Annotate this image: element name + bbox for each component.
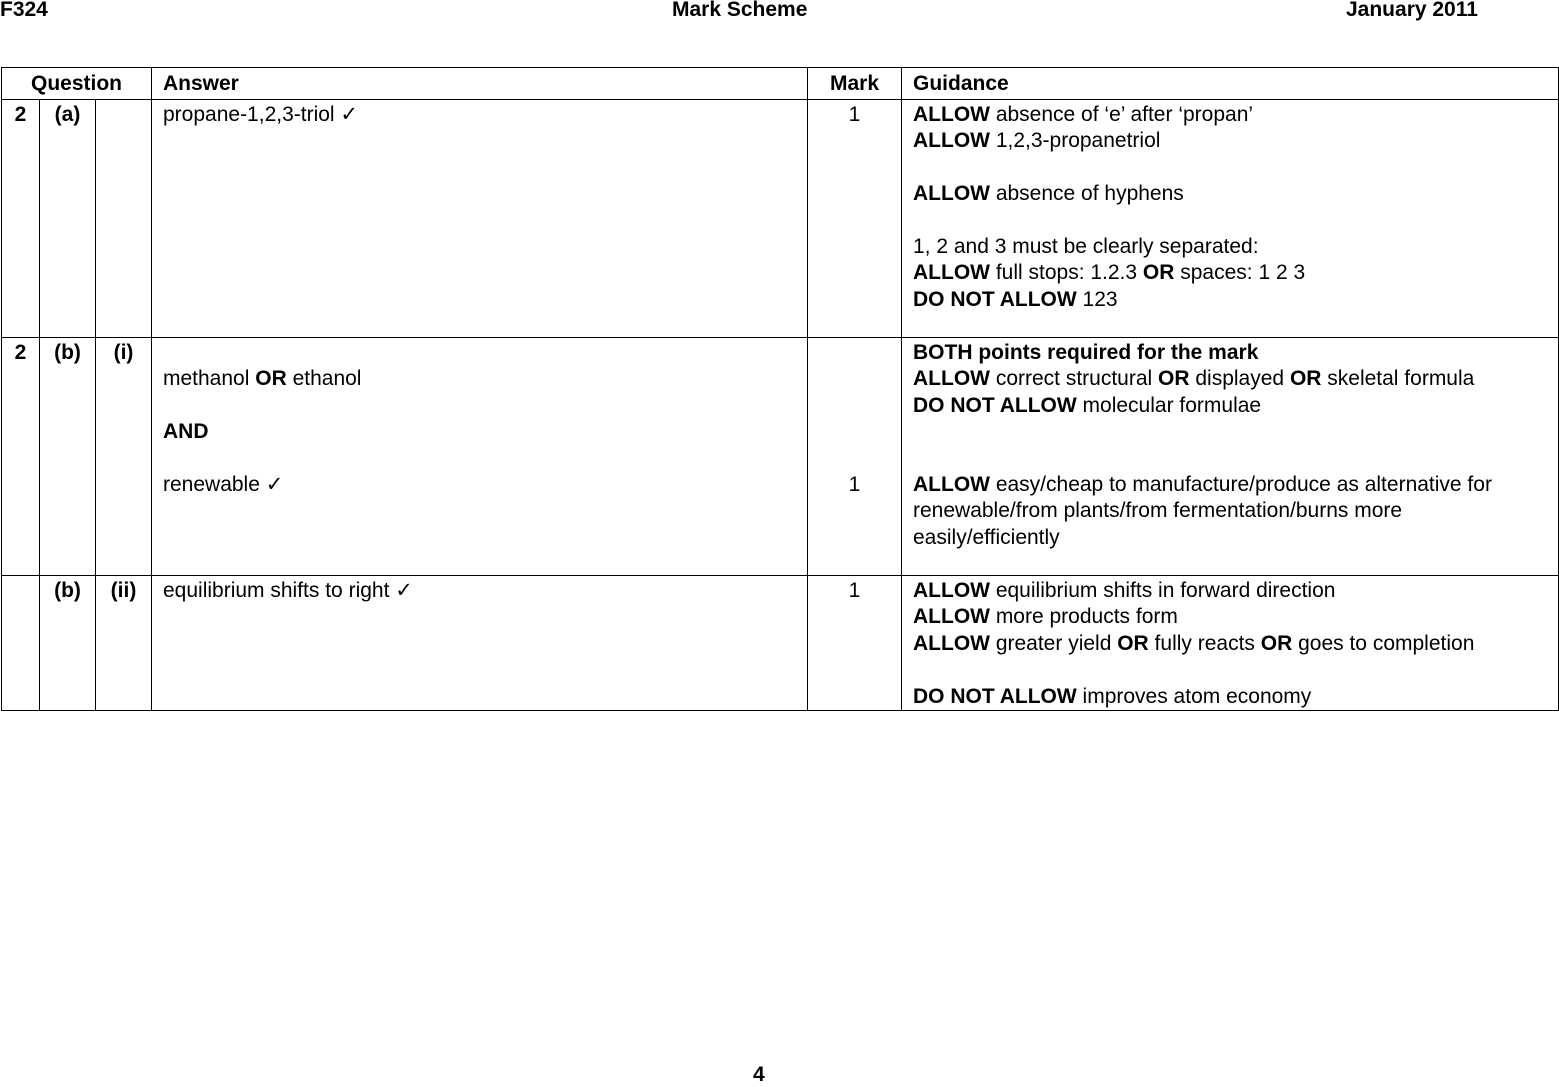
guidance-text: absence of hyphens [989,182,1184,206]
mark-cell [808,338,902,576]
answer-fragment: methanol [163,367,256,391]
answer-text: renewable ✓ [163,472,284,496]
header-guidance: Guidance [902,68,1559,100]
mark-value: 1 [848,472,861,496]
guidance-blank [913,657,1548,683]
guidance-text: displayed [1189,367,1290,391]
guidance-keyword: ALLOW [913,631,990,655]
guidance-line [913,684,1548,710]
guidance-text: greater yield [989,631,1118,655]
mark-blank [808,393,901,419]
guidance-keyword: OR [1260,631,1293,655]
guidance-text: correct structural [989,367,1159,391]
paper-code: F324 [0,0,48,21]
mark-blank [808,419,901,445]
guidance-keyword: ALLOW [913,579,990,602]
guidance-text: fully reacts [1148,631,1261,655]
guidance-keyword: OR [1142,261,1175,285]
answer-fragment: ethanol [286,367,362,391]
answer-keyword: OR [255,367,287,391]
guidance-text: 1, 2 and 3 must be clearly separated: [913,235,1259,258]
guidance-blank [913,155,1548,181]
question-subpart [96,100,152,338]
guidance-text: molecular formulae [1076,393,1262,417]
guidance-text: spaces: 1 2 3 [1174,261,1306,285]
answer-blank [163,446,796,472]
mark-cell: 1 [808,576,902,711]
guidance-text: absence of ‘e’ after ‘propan’ [989,103,1254,126]
guidance-line [913,102,1548,128]
question-part: (a) [40,100,96,338]
question-subpart: (i) [96,338,152,576]
document-title: Mark Scheme [672,0,808,21]
guidance-text: equilibrium shifts in forward direction [989,579,1336,602]
guidance-line [913,260,1548,286]
table-header-row [2,68,1559,100]
guidance-cell [902,576,1559,711]
answer-blank [163,340,796,366]
guidance-keyword: DO NOT ALLOW [913,684,1077,708]
mark-cell: 1 [808,100,902,338]
header-answer: Answer [152,68,808,100]
guidance-line [913,604,1548,630]
guidance-line: BOTH points required for the mark [913,341,1259,364]
guidance-keyword: DO NOT ALLOW [913,287,1077,311]
guidance-keyword: OR [1158,367,1190,391]
question-part: (b) [40,576,96,711]
guidance-keyword: ALLOW [913,367,990,391]
header-question: Question [2,68,152,100]
guidance-text: 1,2,3-propanetriol [989,129,1161,153]
guidance-text: full stops: 1.2.3 [989,261,1143,285]
guidance-line [913,181,1548,207]
guidance-text: goes to completion [1292,631,1475,655]
guidance-blank [913,208,1548,234]
table-row [2,100,1559,338]
guidance-keyword: DO NOT ALLOW [913,393,1077,417]
question-number: 2 [2,100,40,338]
mark-blank [808,366,901,392]
guidance-line [913,393,1548,419]
answer-text: propane-1,2,3-triol ✓ [163,103,359,126]
answer-keyword: AND [163,420,209,444]
header-mark: Mark [808,68,902,100]
guidance-line [913,234,1548,260]
answer-cell [152,576,808,711]
table-row [2,338,1559,576]
question-part: (b) [40,338,96,576]
guidance-keyword: ALLOW [913,605,990,629]
guidance-text: improves atom economy [1076,684,1312,708]
answer-cell [152,338,808,576]
guidance-keyword: ALLOW [913,129,990,153]
guidance-cell [902,100,1559,338]
guidance-text: easy/cheap to manufacture/produce as alternative for renewable/from plants/from fermentation/burns more easily/efficiently [913,473,1492,549]
guidance-keyword: OR [1117,631,1149,655]
mark-blank [808,340,901,366]
guidance-line [913,472,1548,551]
guidance-text: more products form [989,605,1178,629]
mark-blank [808,446,901,472]
guidance-line [913,578,1548,604]
guidance-keyword: OR [1289,367,1322,391]
guidance-line [913,631,1548,657]
guidance-line [913,128,1548,154]
guidance-cell [902,338,1559,576]
answer-blank [163,393,796,419]
guidance-keyword: ALLOW [913,182,990,206]
guidance-keyword: ALLOW [913,261,990,285]
question-number: 2 [2,338,40,576]
exam-date: January 2011 [1346,0,1478,21]
guidance-line [913,366,1548,392]
guidance-text: skeletal formula [1321,367,1475,391]
guidance-text: 123 [1076,287,1118,311]
page-number: 4 [753,1063,765,1086]
answer-text: equilibrium shifts to right ✓ [163,579,413,602]
guidance-blank [913,446,1548,472]
answer-text [163,366,796,392]
question-subpart: (ii) [96,576,152,711]
mark-scheme-table [1,67,1559,711]
guidance-blank [913,419,1548,445]
question-number [2,576,40,711]
answer-cell [152,100,808,338]
guidance-keyword: ALLOW [913,103,990,126]
guidance-line [913,287,1548,313]
table-row [2,576,1559,711]
guidance-keyword: ALLOW [913,473,990,496]
